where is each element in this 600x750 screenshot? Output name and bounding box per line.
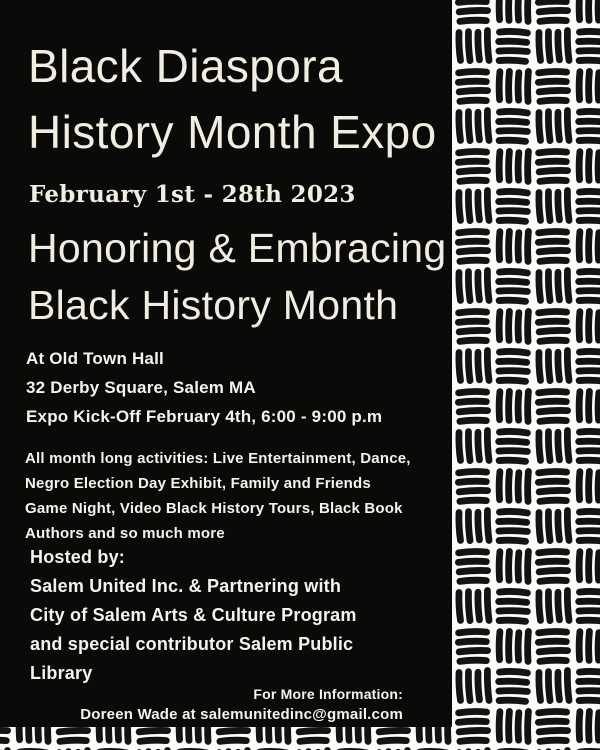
title-line-1: Black Diaspora [28,40,343,92]
poster-title [28,33,437,165]
hosted-by-line: City of Salem Arts & Culture Program [30,605,357,625]
subtitle-line-2: Black History Month [28,282,399,328]
hosted-by-section [30,543,357,688]
kickoff-time: Expo Kick-Off February 4th, 6:00 - 9:00 p.m [26,407,383,426]
activities-line: Authors and so much more [25,525,225,542]
venue-address: 32 Derby Square, Salem MA [26,378,256,397]
contact-email: Doreen Wade at salemunitedinc@gmail.com [80,706,403,723]
hosted-by-line: and special contributor Salem Public [30,634,354,654]
title-line-2: History Month Expo [28,106,437,158]
contact-info-label: For More Information: [253,686,403,702]
poster-subtitle [28,220,446,334]
contact-info [80,684,403,725]
hosted-by-line: Library [30,663,93,683]
activities-line: Negro Election Day Exhibit, Family and Friends [25,475,371,492]
activities-description [25,446,411,546]
date-range: February 1st - 28th 2023 [29,181,356,208]
activities-line: All month long activities: Live Entertainment, Dance, [25,450,411,467]
activities-line: Game Night, Video Black History Tours, Black Book [25,500,403,517]
venue-name: At Old Town Hall [26,349,164,368]
subtitle-line-1: Honoring & Embracing [28,225,447,271]
hosted-by-line: Salem United Inc. & Partnering with [30,576,342,596]
venue-details [26,344,382,431]
hosted-by-label: Hosted by: [30,547,126,567]
